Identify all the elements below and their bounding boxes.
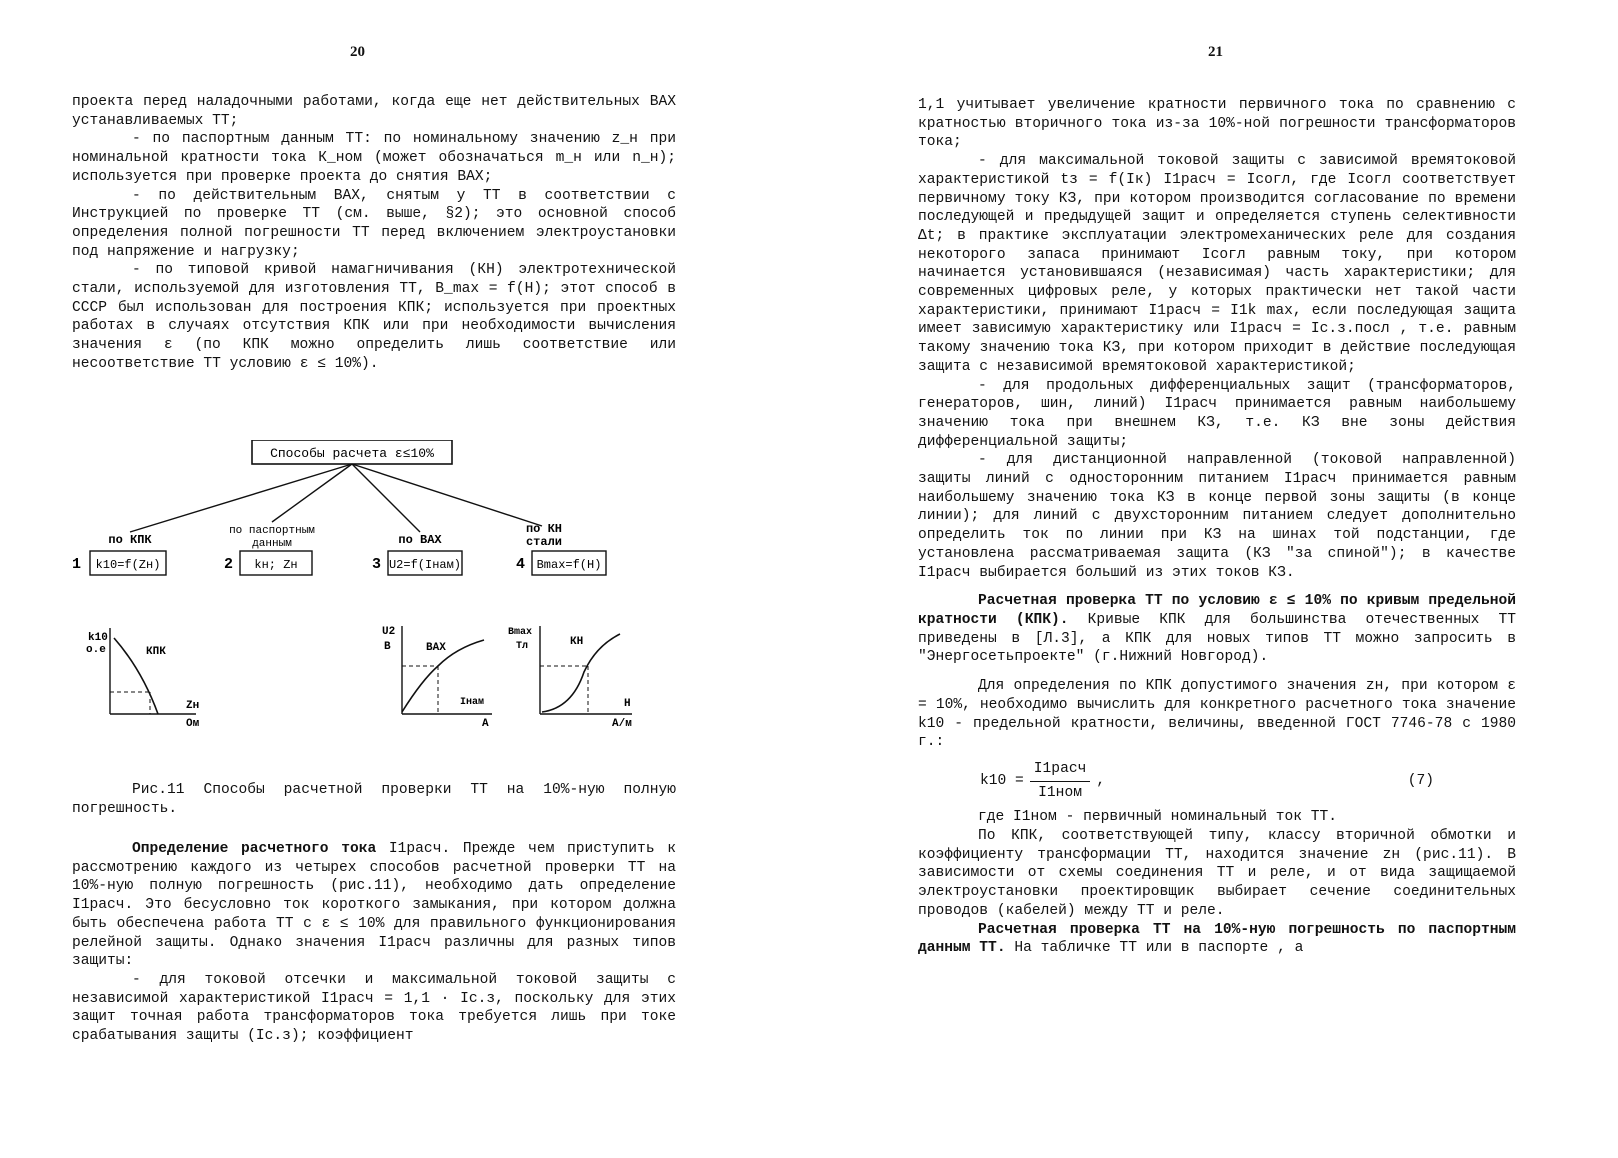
section-heading: Определение расчетного тока [132,841,377,857]
kpk-x-unit: Ом [186,718,200,730]
method-2-formula: kн; Zн [254,558,298,572]
method-1-number: 1 [72,556,82,573]
vah-y-axis: U2 [382,626,396,638]
vah-curve-label: ВАХ [426,642,446,654]
formula-denominator: I1ном [1038,784,1082,801]
paragraph: - по паспортным данным ТТ: по номинальному значению z_н при номинальной кратности тока К_ном (может обозначаться m_н или n_н); используется при проверке проекта до снятия ВАХ; [72,131,676,185]
figure-11-diagram [72,440,676,770]
kn-curve-label: КН [570,636,584,648]
paragraph [72,840,676,971]
paragraph [918,592,1516,667]
root-label: Способы расчета ε≤10% [270,446,434,461]
graph-kpk [86,628,200,730]
kpk-x-axis: Zн [186,700,200,712]
right-text [918,96,1516,958]
kn-y-unit: Тл [516,641,529,652]
paragraph: - для продольных дифференциальных защит (трансформаторов, генераторов, шин, линий) I1расч принимается равным наибольшему значению тока при внешнем КЗ, т.е. КЗ вне зоны действия дифференциальной защиты; [918,377,1516,450]
paragraph-body: Прежде чем приступить к рассмотрению каждого из четырех способов расчетной проверки ТТ на 10%-ную полную погрешность (рис.11), необходимо дать определение I1расч. Это бесусловно ток короткого замыкания, при котором должна быть обеспечена работа ТТ с ε ≤ 10% для правильного функционирования релейной защиты. Однако значения I1расч различны для разных типов защиты: [72,841,676,970]
left-text-top [72,93,676,374]
method-4-number: 4 [516,556,526,573]
paragraph: где I1ном - первичный номинальный ток ТТ. [978,809,1338,826]
formula-tail: , [1096,772,1106,789]
page-number: 20 [350,44,365,60]
method-4-title-1: по КН [525,522,563,536]
right-page [800,0,1618,1158]
left-page [0,0,800,1158]
section-heading: Расчетная проверка ТТ на 10%-ную погрешность по паспортным данным ТТ. [918,921,1516,957]
formula-numerator: I1расч [1030,760,1091,782]
formula-fraction [1030,760,1091,802]
method-1-formula: k10=f(Zн) [95,558,161,572]
kn-x-axis: Н [624,698,631,710]
left-text-bottom [72,840,676,1046]
paragraph-body: На табличке ТТ или в паспорте , а [1014,940,1304,957]
paragraph: проекта перед наладочными работами, когда еще нет действительных ВАХ устанавливаемых ТТ; [72,94,676,129]
equation-number: (7) [1407,772,1434,789]
kpk-y-axis: k10 [88,632,108,644]
method-1-title: по КПК [108,533,152,547]
paragraph: - по типовой кривой намагничивания (КН) электротехнической стали, используемой для изготовления ТТ, B_max = f(H); этот способ в СССР был использован для построения КПК; используется при проектных работах в случаях отсутствия КПК или при необходимости вычисления значения ε (по КПК можно определить лишь соответствие или несоответствие ТТ условию ε ≤ 10%). [72,262,676,372]
paragraph: По КПК, соответствующей типу, классу вторичной обмотки и коэффициенту трансформации ТТ, находится значение zн (рис.11). В зависимости от схемы соединения ТТ и реле, и от вида защищаемой электроустановки проектировщик выбирает сечение соединительных проводов (кабелей) между ТТ и реле. [918,828,1516,919]
section-heading: Расчетная проверка ТТ по условию ε ≤ 10% по кривым предельной кратности (КПК). [918,593,1516,628]
graph-kn [508,626,632,730]
method-3-title: по ВАХ [398,533,442,547]
formula-lhs: k10 = [980,772,1024,789]
method-2-title-1: по паспортным [229,525,315,537]
method-4-title-2: стали [525,535,563,549]
kpk-curve-label: КПК [146,646,166,658]
formula-7 [980,760,1516,802]
paragraph [918,921,1516,958]
method-2-title-2: данным [252,538,292,550]
vah-x-axis: Iнам [460,697,485,708]
kpk-y-unit: о.е [86,644,106,656]
paragraph-body: Кривые КПК для большинства отечественных ТТ приведены в [Л.3], а КПК для новых типов ТТ можно запросить в "Энергосетьпроекте" (г.Нижний Новгород). [918,611,1516,666]
paragraph: - для токовой отсечки и максимальной токовой защиты с независимой характеристикой I1расч = 1,1 · Iс.з, поскольку для этих защит точная работа трансформаторов тока требуется лишь при токе срабатывания защиты (Iс.з); коэффициент [72,971,676,1045]
paragraph: - по действительным ВАХ, снятым у ТТ в соответствии с Инструкцией по проверке ТТ (см. выше, §2); это основной способ определения полной погрешности ТТ перед включением электроустановки под напряжение и нагрузку; [72,187,676,260]
paragraph: - для дистанционной направленной (токовой направленной) защиты линий с односторонним питанием I1расч принимается равным наибольшему значению тока КЗ в конце первой зоны защиты (в конце линии); для линий с двухсторонним питанием следует дополнительно определить ток по линии при КЗ на шинах той подстанции, где установлена рассматриваемая защита (КЗ "за спиной"); в качестве I1расч выбирается больший из этих токов КЗ. [918,452,1516,581]
method-4-formula: Bmax=f(H) [536,558,602,572]
figure-caption: Рис.11 Способы расчетной проверки ТТ на 10%-ную полную погрешность. [72,782,676,817]
method-3-formula: U2=f(Iнам) [388,558,462,572]
kn-y-axis: Bmax [508,627,533,638]
heading-symbol: I1расч. [388,841,451,857]
kn-x-unit: А/м [612,718,632,730]
vah-x-unit: А [482,718,489,730]
method-3-number: 3 [372,556,382,573]
paragraph: 1,1 учитывает увеличение кратности первичного тока по сравнению с кратностью вторичного тока из-за 10%-ной погрешности трансформаторов тока; [918,97,1516,151]
vah-y-unit: В [384,641,391,653]
page-number: 21 [1208,44,1223,60]
method-2-number: 2 [224,556,234,573]
graph-vah [382,626,492,730]
paragraph: Для определения по КПК допустимого значения zн, при котором ε = 10%, необходимо вычислить для конкретного расчетного тока значение k10 - предельной кратности, величины, введенной ГОСТ 7746-78 с 1980 г.: [918,678,1516,751]
paragraph: - для максимальной токовой защиты с зависимой времятоковой характеристикой tз = f(Iк) I1расч = Iсогл, где Iсогл соответствует первичному току КЗ, при котором производится согласование по времени последующей и предыдущей защит и определяется ступень селективности Δt; в практике эксплуатации электромеханических реле для создания некоторого запаса принимают Iсогл равным току, при котором начинается установившаяся (независимая) часть характеристики; для современных цифровых реле, у которых практически нет такой части характеристики, принимают I1расч = I1k max, если последующая защита имеет зависимую характеристику или I1расч = Iс.з.посл , т.е. равным такому значению тока КЗ, при котором приходит в действие последующая защита с независимой времятоковой характеристикой; [918,153,1516,375]
